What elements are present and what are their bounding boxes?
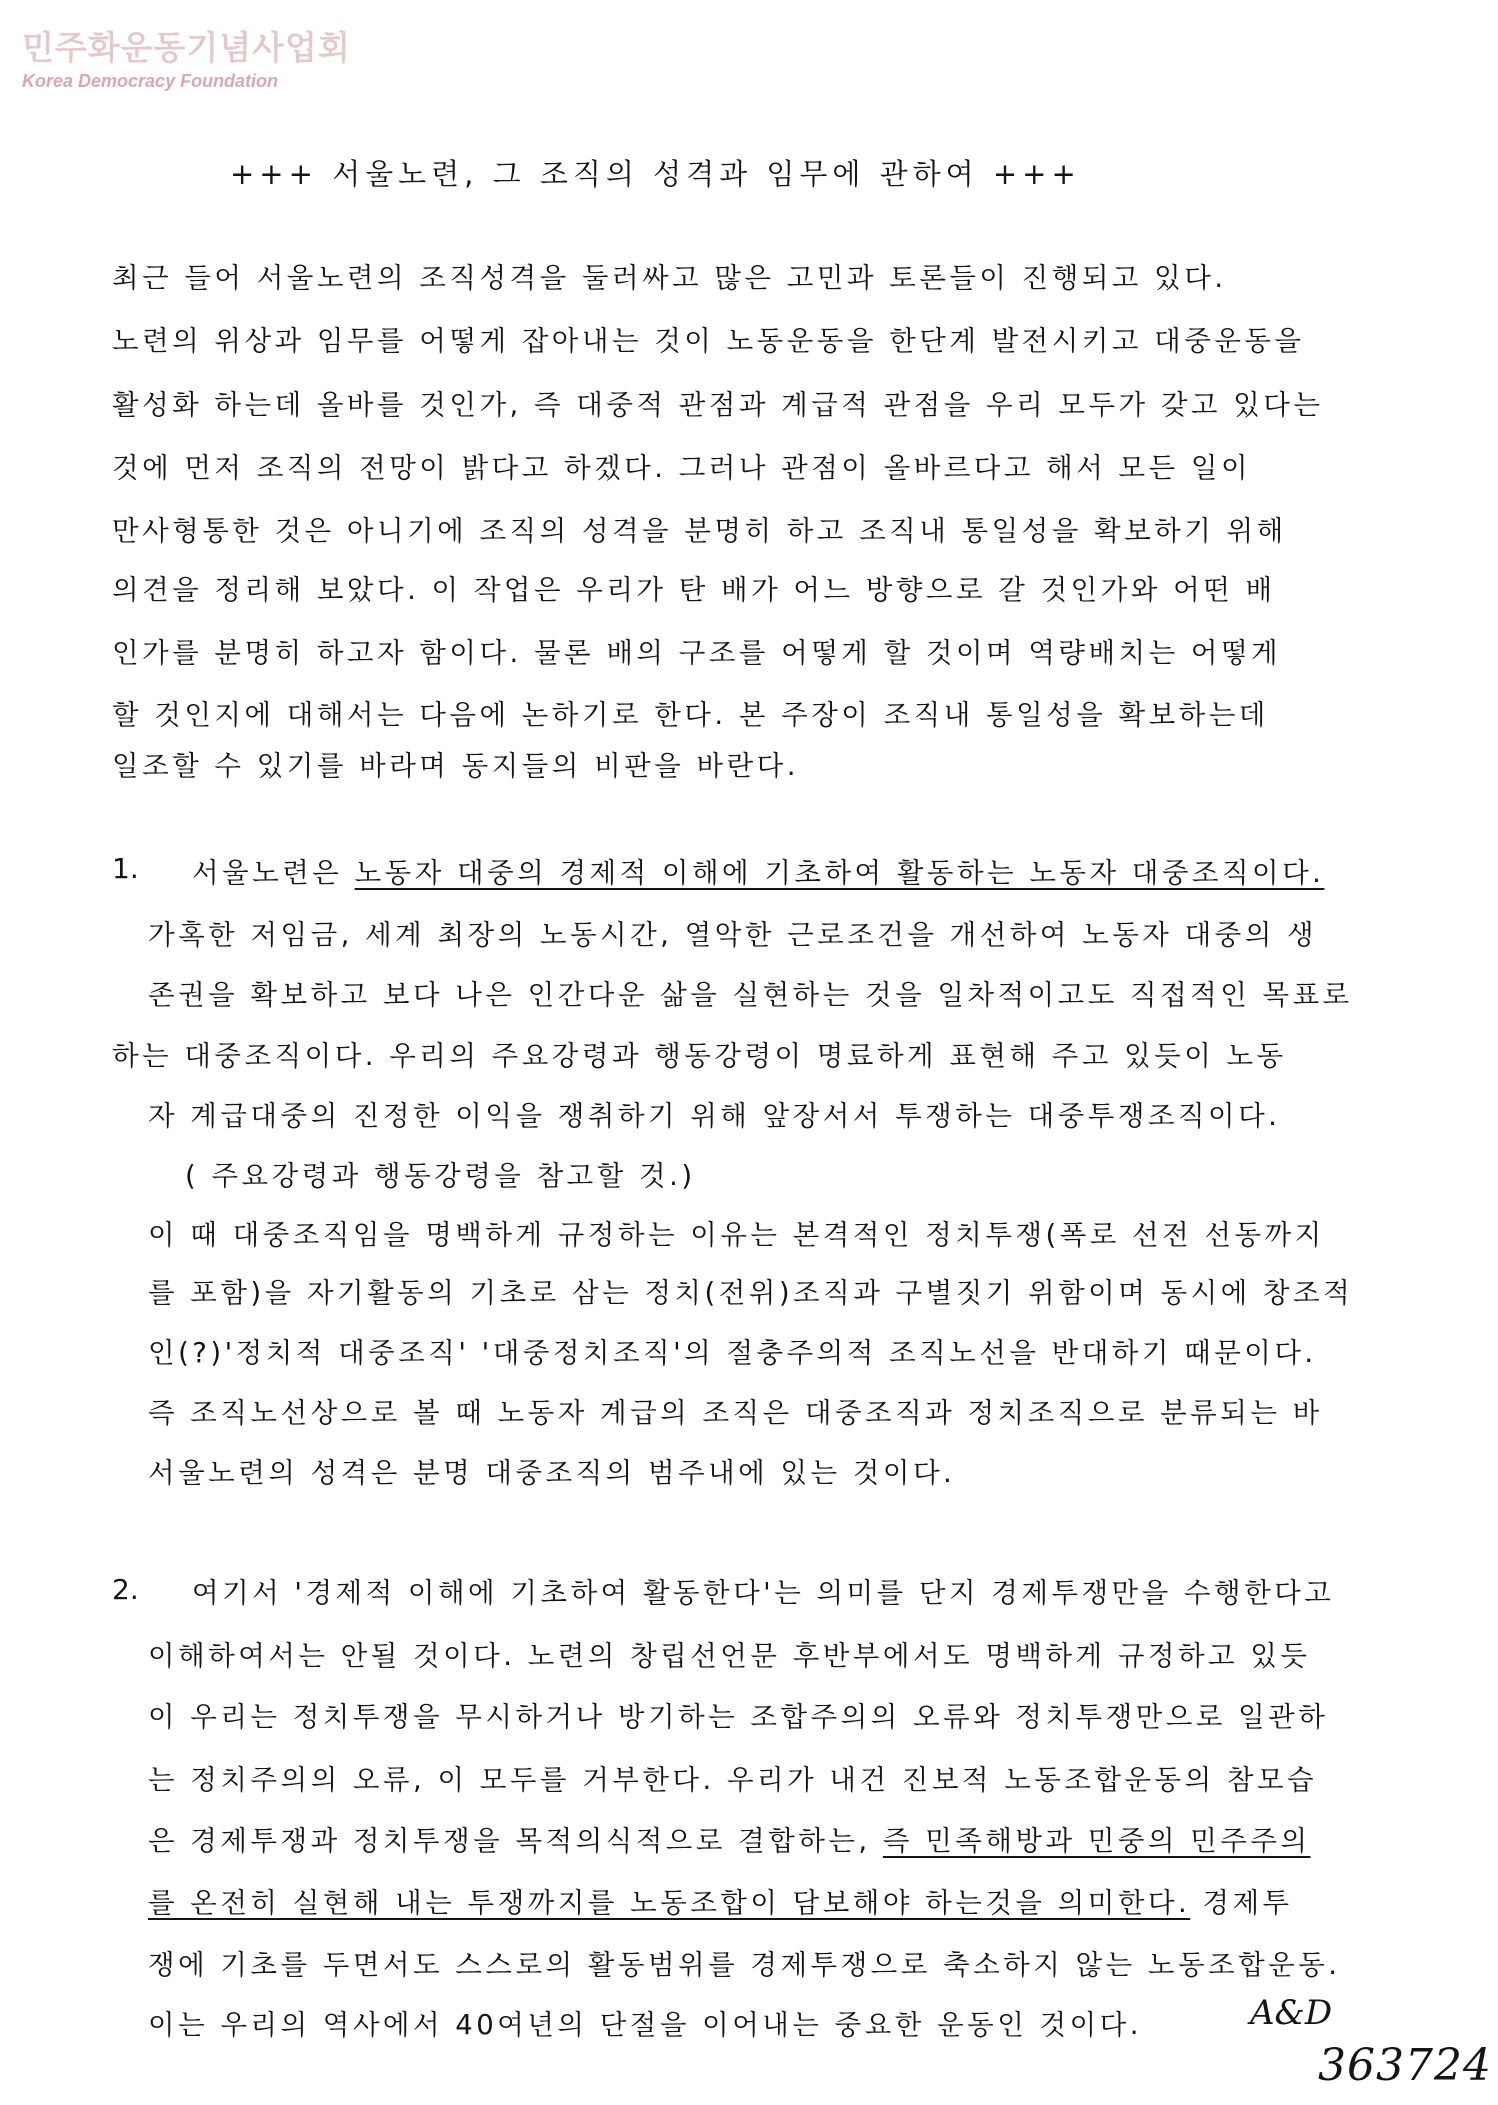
section-1-line: 가혹한 저임금, 세계 최장의 노동시간, 열악한 근로조건을 개선하여 노동자 대중의 생: [148, 919, 1318, 951]
section-2-line: 이해하여서는 안될 것이다. 노련의 창립선언문 후반부에서도 명백하게 규정하고 있듯: [148, 1640, 1311, 1672]
section-2-line-plain: 은 경제투쟁과 정치투쟁을 목적의식적으로 결합하는,: [148, 1825, 883, 1857]
section-1-line: 이 때 대중조직임을 명백하게 규정하는 이유는 본격적인 정치투쟁(폭로 선전 선동까지: [148, 1219, 1325, 1251]
document-title: +++ 서울노련, 그 조직의 성격과 임무에 관하여 +++: [230, 157, 1081, 191]
section-1-line: 하는 대중조직이다. 우리의 주요강령과 행동강령이 명료하게 표현해 주고 있듯이 노동: [112, 1040, 1287, 1072]
section-1-line: 인(?)'정치적 대중조직' '대중정치조직'의 절충주의적 조직노선을 반대하기 때문이다.: [148, 1337, 1317, 1369]
section-1-line: 서울노련의 성격은 분명 대중조직의 범주내에 있는 것이다.: [148, 1457, 956, 1489]
intro-line: 일조할 수 있기를 바라며 동지들의 비판을 바란다.: [112, 750, 799, 782]
section-1-line: 자 계급대중의 진정한 이익을 쟁취하기 위해 앞장서서 투쟁하는 대중투쟁조직이다.: [148, 1100, 1281, 1132]
section-2-line: 이 우리는 정치투쟁을 무시하거나 방기하는 조합주의의 오류와 정치투쟁만으로 일관하: [148, 1701, 1329, 1733]
foundation-watermark: [22, 22, 351, 92]
watermark-korean: 민주화운동기념사업회: [22, 28, 351, 67]
intro-line: 최근 들어 서울노련의 조직성격을 둘러싸고 많은 고민과 토론들이 진행되고 있다.: [112, 262, 1227, 294]
section-2-line-after: 경제투: [1190, 1887, 1293, 1919]
section-2-line: [148, 1818, 1310, 1858]
section-1-line: 즉 조직노선상으로 볼 때 노동자 계급의 조직은 대중조직과 정치조직으로 분류되는 바: [148, 1397, 1323, 1429]
section-1-number: 1.: [112, 852, 139, 885]
intro-line: 의견을 정리해 보았다. 이 작업은 우리가 탄 배가 어느 방향으로 갈 것인가와 어떤 배: [112, 574, 1276, 606]
section-2-underlined-a: 즉 민족해방과 민중의 민주주의: [882, 1825, 1311, 1857]
section-2-number: 2.: [112, 1573, 139, 1606]
section-2-line: 이는 우리의 역사에서 40여년의 단절을 이어내는 중요한 운동인 것이다.: [148, 2009, 1142, 2041]
section-1-line: 를 포함)을 자기활동의 기초로 삼는 정치(전위)조직과 구별짓기 위함이며 동시에 창조적: [148, 1277, 1354, 1309]
archive-document-number: 363724: [1318, 2040, 1492, 2091]
watermark-english: Korea Democracy Foundation: [22, 71, 279, 91]
intro-line: 인가를 분명히 하고자 함이다. 물론 배의 구조를 어떻게 할 것이며 역량배치는 어떻게: [112, 637, 1282, 669]
section-1-heading-line: [192, 850, 1324, 890]
intro-line: 할 것인지에 대해서는 다음에 논하기로 한다. 본 주장이 조직내 통일성을 확보하는데: [112, 699, 1269, 731]
intro-line: 노련의 위상과 임무를 어떻게 잡아내는 것이 노동운동을 한단계 발전시키고 대중운동을: [112, 325, 1305, 357]
handwritten-signature: A&D: [1250, 1993, 1333, 2033]
section-1-heading-underlined: 노동자 대중의 경제적 이해에 기초하여 활동하는 노동자 대중조직이다.: [354, 857, 1325, 889]
section-2-line: 여기서 '경제적 이해에 기초하여 활동한다'는 의미를 단지 경제투쟁만을 수행한다고: [192, 1577, 1335, 1609]
section-2-underlined-b: 를 온전히 실현해 내는 투쟁까지를 노동조합이 담보해야 하는것을 의미한다.: [148, 1887, 1191, 1919]
section-1-note: ( 주요강령과 행동강령을 참고할 것.): [185, 1160, 696, 1192]
section-2-line: [148, 1880, 1293, 1920]
section-1-heading-plain: 서울노련은: [192, 857, 355, 889]
section-1-line: 존권을 확보하고 보다 나은 인간다운 삶을 실현하는 것을 일차적이고도 직접적인 목표로: [148, 979, 1353, 1011]
section-2-line: 는 정치주의의 오류, 이 모두를 거부한다. 우리가 내건 진보적 노동조합운동의 참모습: [148, 1764, 1318, 1796]
section-2-line: 쟁에 기초를 두면서도 스스로의 활동범위를 경제투쟁으로 축소하지 않는 노동조합운동.: [148, 1949, 1341, 1981]
intro-line: 것에 먼저 조직의 전망이 밝다고 하겠다. 그러나 관점이 올바르다고 해서 모든 일이: [112, 452, 1252, 484]
intro-line: 활성화 하는데 올바를 것인가, 즉 대중적 관점과 계급적 관점을 우리 모두가 갖고 있다는: [112, 389, 1324, 421]
intro-line: 만사형통한 것은 아니기에 조직의 성격을 분명히 하고 조직내 통일성을 확보하기 위해: [112, 515, 1287, 547]
